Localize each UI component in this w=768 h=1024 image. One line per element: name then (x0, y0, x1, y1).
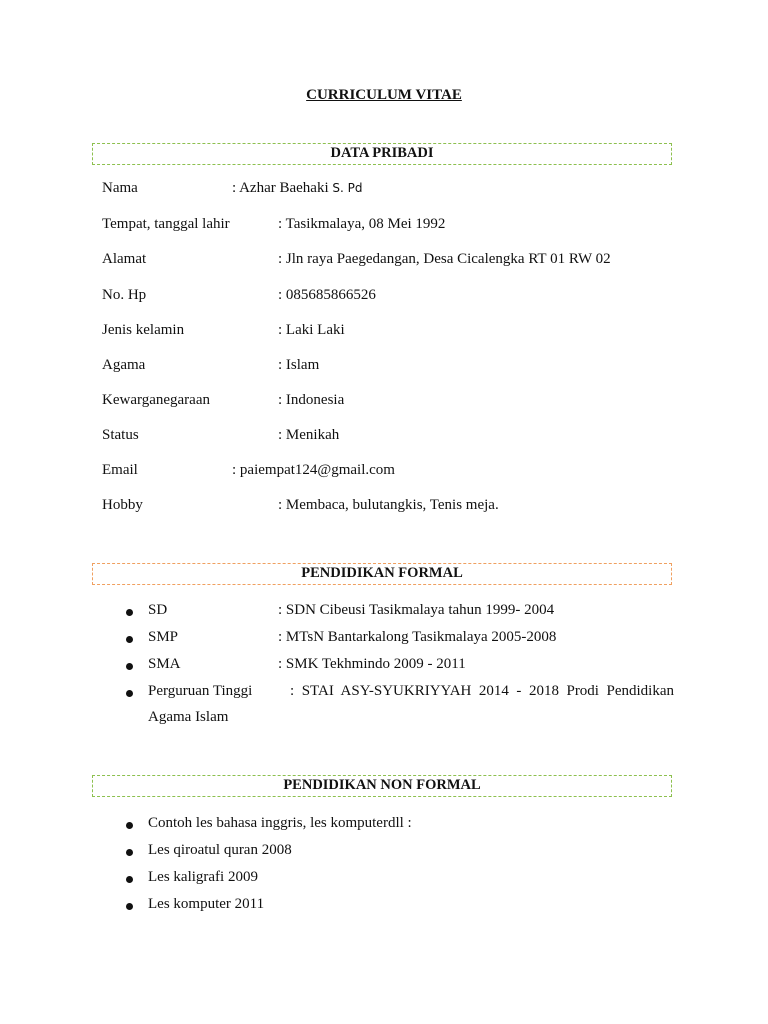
formal-level-sma: SMA (148, 656, 181, 672)
formal-level-smp: SMP (148, 629, 179, 645)
section-heading-pendidikan-non-formal: PENDIDIKAN NON FORMAL (92, 775, 672, 797)
field-label-jenis-kelamin: Jenis kelamin (102, 322, 185, 338)
bullet-icon (126, 876, 133, 883)
field-value-jenis-kelamin: : Laki Laki (278, 322, 345, 338)
bullet-icon (126, 849, 133, 856)
field-value-no-hp: : 085685866526 (278, 287, 376, 303)
field-value-alamat: : Jln raya Paegedangan, Desa Cicalengka RT 01 RW 02 (278, 251, 611, 267)
field-value-agama: : Islam (278, 357, 320, 373)
non-formal-item: Les kaligrafi 2009 (148, 869, 258, 885)
field-label-status: Status (102, 427, 139, 443)
non-formal-item: Les qiroatul quran 2008 (148, 842, 292, 858)
non-formal-item: Contoh les bahasa inggris, les komputerdll : (148, 815, 412, 831)
bullet-icon (126, 903, 133, 910)
bullet-icon (126, 663, 133, 670)
formal-value-sd: : SDN Cibeusi Tasikmalaya tahun 1999- 2004 (278, 602, 555, 618)
field-label-kewarganegaraan: Kewarganegaraan (102, 392, 210, 408)
section-heading-pendidikan-formal: PENDIDIKAN FORMAL (92, 563, 672, 585)
formal-value-perguruan-tinggi-continuation: Agama Islam (148, 709, 229, 725)
document-title: CURRICULUM VITAE (306, 87, 462, 103)
field-label-agama: Agama (102, 357, 146, 373)
bullet-icon (126, 636, 133, 643)
formal-value-sma: : SMK Tekhmindo 2009 - 2011 (278, 656, 466, 672)
formal-level-sd: SD (148, 602, 168, 618)
field-label-nama: Nama (102, 180, 138, 196)
bullet-icon (126, 690, 133, 697)
field-value-tempat-tanggal-lahir: : Tasikmalaya, 08 Mei 1992 (278, 216, 446, 232)
bullet-icon (126, 609, 133, 616)
field-label-tempat-tanggal-lahir: Tempat, tanggal lahir (102, 216, 230, 232)
field-value-nama (232, 180, 363, 197)
field-label-email: Email (102, 462, 138, 478)
field-label-no-hp: No. Hp (102, 287, 147, 303)
field-value-kewarganegaraan: : Indonesia (278, 392, 345, 408)
non-formal-item: Les komputer 2011 (148, 896, 265, 912)
field-value-nama-suffix: S. Pd (332, 181, 363, 195)
formal-value-smp: : MTsN Bantarkalong Tasikmalaya 2005-2008 (278, 629, 557, 645)
field-value-email: : paiempat124@gmail.com (232, 462, 395, 478)
field-value-status: : Menikah (278, 427, 340, 443)
formal-level-perguruan-tinggi: Perguruan Tinggi (148, 683, 253, 699)
field-value-hobby: : Membaca, bulutangkis, Tenis meja. (278, 497, 499, 513)
formal-value-perguruan-tinggi: : STAI ASY-SYUKRIYYAH 2014 - 2018 Prodi Pendidikan (290, 683, 674, 699)
bullet-icon (126, 822, 133, 829)
section-heading-data-pribadi: DATA PRIBADI (92, 143, 672, 165)
field-value-nama-text: : Azhar Baehaki (232, 180, 329, 196)
field-label-hobby: Hobby (102, 497, 143, 513)
field-label-alamat: Alamat (102, 251, 147, 267)
